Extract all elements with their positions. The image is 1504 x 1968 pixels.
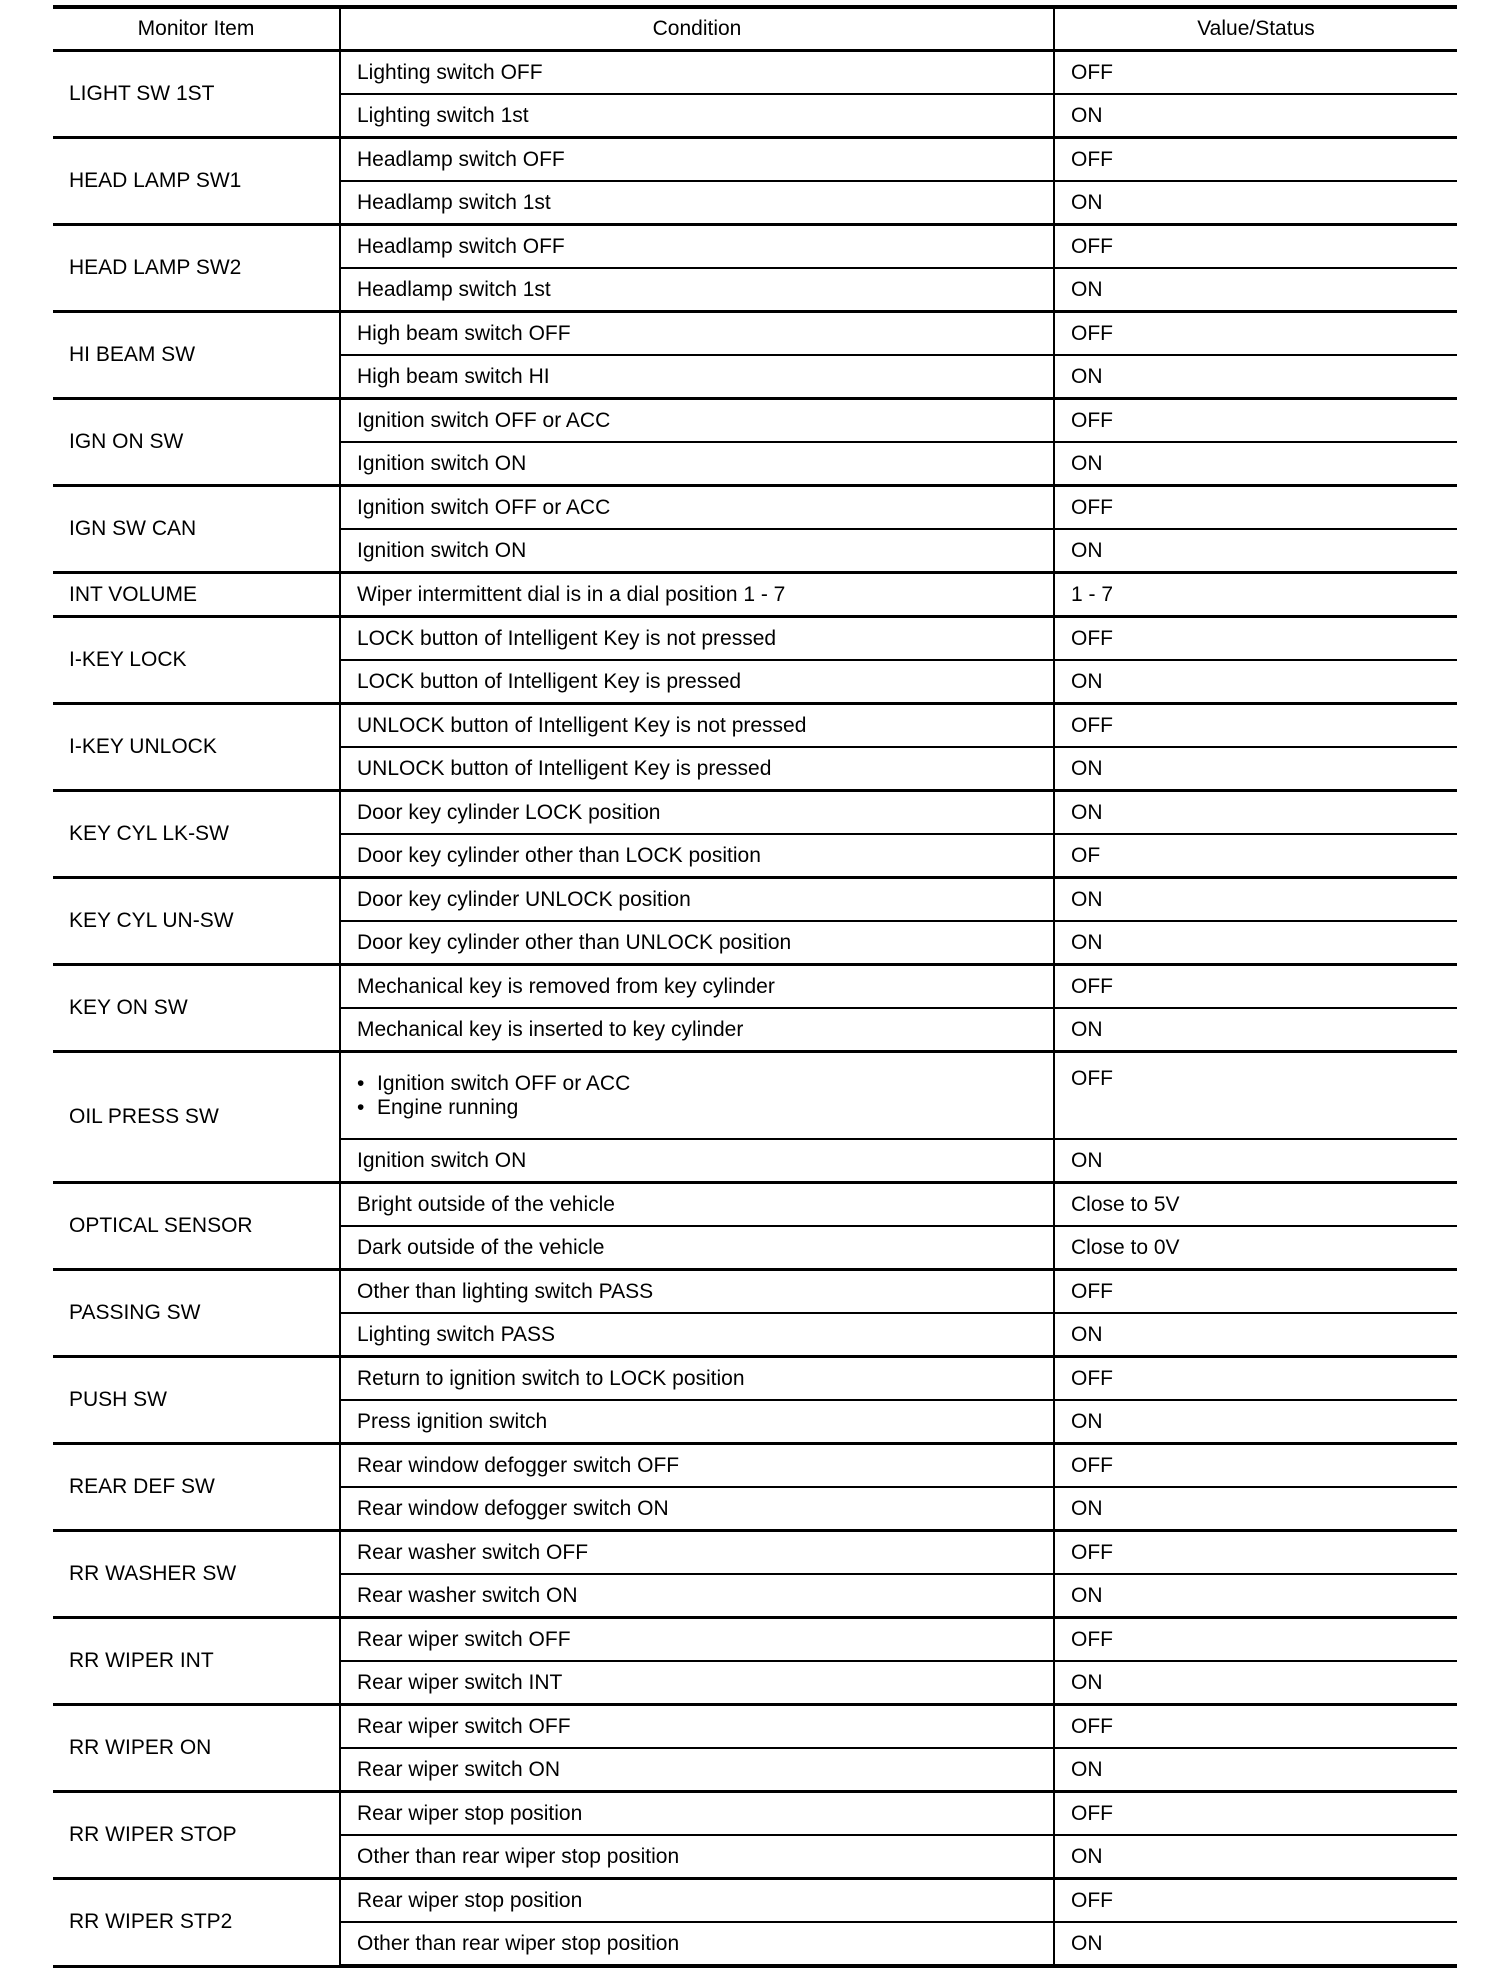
condition-cell: Ignition switch OFF or ACC [340, 399, 1054, 443]
value-status-cell: ON [1054, 355, 1457, 399]
condition-cell: UNLOCK button of Intelligent Key is not pressed [340, 704, 1054, 748]
condition-bullet-list [357, 1072, 1053, 1120]
table-row [53, 1879, 1457, 1923]
table-row [53, 1052, 1457, 1140]
condition-cell: Other than rear wiper stop position [340, 1835, 1054, 1879]
condition-cell: LOCK button of Intelligent Key is pressed [340, 660, 1054, 704]
monitor-item-cell: KEY CYL UN-SW [53, 878, 340, 965]
monitor-item-cell: PASSING SW [53, 1270, 340, 1357]
value-status-cell: ON [1054, 660, 1457, 704]
header-monitor-item: Monitor Item [53, 7, 340, 51]
monitor-item-cell: I-KEY LOCK [53, 617, 340, 704]
condition-cell: Rear washer switch ON [340, 1574, 1054, 1618]
value-status-cell: Close to 5V [1054, 1183, 1457, 1227]
value-status-cell: ON [1054, 1574, 1457, 1618]
value-status-cell: OFF [1054, 1531, 1457, 1575]
table-body [53, 51, 1457, 1967]
value-status-cell: ON [1054, 1748, 1457, 1792]
condition-cell: Door key cylinder UNLOCK position [340, 878, 1054, 922]
monitor-item-cell: RR WIPER INT [53, 1618, 340, 1705]
monitor-item-table [53, 5, 1457, 1968]
value-status-cell: OFF [1054, 312, 1457, 356]
condition-cell: High beam switch HI [340, 355, 1054, 399]
table-row [53, 1357, 1457, 1401]
condition-cell [340, 1052, 1054, 1140]
table-row [53, 399, 1457, 443]
condition-bullet-item: • Engine running [357, 1096, 1053, 1120]
table-row [53, 1792, 1457, 1836]
value-status-cell: OFF [1054, 1270, 1457, 1314]
value-status-cell: ON [1054, 1661, 1457, 1705]
condition-cell: Door key cylinder other than UNLOCK position [340, 921, 1054, 965]
table-row [53, 1618, 1457, 1662]
value-status-cell: ON [1054, 878, 1457, 922]
condition-cell: Ignition switch OFF or ACC [340, 486, 1054, 530]
condition-cell: UNLOCK button of Intelligent Key is pressed [340, 747, 1054, 791]
monitor-item-cell: IGN SW CAN [53, 486, 340, 573]
condition-cell: Dark outside of the vehicle [340, 1226, 1054, 1270]
monitor-item-cell: RR WIPER STOP [53, 1792, 340, 1879]
condition-cell: Wiper intermittent dial is in a dial position 1 - 7 [340, 573, 1054, 617]
value-status-cell: ON [1054, 181, 1457, 225]
monitor-item-cell: IGN ON SW [53, 399, 340, 486]
condition-cell: Door key cylinder LOCK position [340, 791, 1054, 835]
value-status-cell: OFF [1054, 1357, 1457, 1401]
monitor-item-cell: KEY CYL LK-SW [53, 791, 340, 878]
value-status-cell: OFF [1054, 225, 1457, 269]
monitor-item-cell: OIL PRESS SW [53, 1052, 340, 1183]
condition-cell: Ignition switch ON [340, 529, 1054, 573]
monitor-item-cell: RR WIPER STP2 [53, 1879, 340, 1967]
table-row [53, 878, 1457, 922]
table-row [53, 138, 1457, 182]
value-status-cell: ON [1054, 1487, 1457, 1531]
value-status-cell: ON [1054, 1922, 1457, 1966]
value-status-cell: OF [1054, 834, 1457, 878]
value-status-cell: OFF [1054, 399, 1457, 443]
condition-cell: Headlamp switch OFF [340, 138, 1054, 182]
condition-cell: LOCK button of Intelligent Key is not pressed [340, 617, 1054, 661]
table-row [53, 312, 1457, 356]
condition-cell: Headlamp switch OFF [340, 225, 1054, 269]
condition-cell: Bright outside of the vehicle [340, 1183, 1054, 1227]
value-status-cell: ON [1054, 1313, 1457, 1357]
condition-cell: Door key cylinder other than LOCK position [340, 834, 1054, 878]
table-row [53, 965, 1457, 1009]
value-status-cell: ON [1054, 1008, 1457, 1052]
header-row [53, 7, 1457, 51]
condition-cell: Mechanical key is removed from key cylinder [340, 965, 1054, 1009]
condition-cell: Rear wiper switch OFF [340, 1705, 1054, 1749]
header-condition: Condition [340, 7, 1054, 51]
monitor-item-cell: RR WIPER ON [53, 1705, 340, 1792]
condition-cell: Rear wiper switch INT [340, 1661, 1054, 1705]
condition-cell: Rear window defogger switch ON [340, 1487, 1054, 1531]
monitor-item-cell: REAR DEF SW [53, 1444, 340, 1531]
value-status-cell: Close to 0V [1054, 1226, 1457, 1270]
value-status-cell: OFF [1054, 1444, 1457, 1488]
value-status-cell: ON [1054, 94, 1457, 138]
condition-cell: Rear wiper switch OFF [340, 1618, 1054, 1662]
table-row [53, 486, 1457, 530]
value-status-cell: OFF [1054, 1052, 1457, 1140]
value-status-cell: OFF [1054, 1705, 1457, 1749]
table-row [53, 225, 1457, 269]
table-row [53, 617, 1457, 661]
table-row [53, 573, 1457, 617]
monitor-item-cell: PUSH SW [53, 1357, 340, 1444]
value-status-cell: OFF [1054, 1879, 1457, 1923]
value-status-cell: OFF [1054, 138, 1457, 182]
condition-cell: Lighting switch OFF [340, 51, 1054, 95]
table-row [53, 1531, 1457, 1575]
monitor-item-cell: OPTICAL SENSOR [53, 1183, 340, 1270]
condition-bullet-item: • Ignition switch OFF or ACC [357, 1072, 1053, 1096]
monitor-item-cell: KEY ON SW [53, 965, 340, 1052]
table-row [53, 704, 1457, 748]
condition-cell: Lighting switch 1st [340, 94, 1054, 138]
monitor-item-cell: INT VOLUME [53, 573, 340, 617]
value-status-cell: ON [1054, 747, 1457, 791]
value-status-cell: OFF [1054, 704, 1457, 748]
table-row [53, 1183, 1457, 1227]
table-row [53, 1705, 1457, 1749]
value-status-cell: OFF [1054, 1792, 1457, 1836]
table-row [53, 791, 1457, 835]
condition-cell: Mechanical key is inserted to key cylinder [340, 1008, 1054, 1052]
condition-cell: Press ignition switch [340, 1400, 1054, 1444]
monitor-item-cell: LIGHT SW 1ST [53, 51, 340, 138]
value-status-cell: ON [1054, 1139, 1457, 1183]
condition-cell: Ignition switch ON [340, 442, 1054, 486]
condition-cell: Rear wiper switch ON [340, 1748, 1054, 1792]
condition-cell: Ignition switch ON [340, 1139, 1054, 1183]
condition-cell: Rear window defogger switch OFF [340, 1444, 1054, 1488]
monitor-item-cell: HEAD LAMP SW2 [53, 225, 340, 312]
header-value-status: Value/Status [1054, 7, 1457, 51]
condition-cell: Rear wiper stop position [340, 1792, 1054, 1836]
condition-cell: Return to ignition switch to LOCK position [340, 1357, 1054, 1401]
monitor-item-cell: I-KEY UNLOCK [53, 704, 340, 791]
condition-cell: Other than lighting switch PASS [340, 1270, 1054, 1314]
monitor-item-cell: HI BEAM SW [53, 312, 340, 399]
monitor-item-cell: RR WASHER SW [53, 1531, 340, 1618]
condition-cell: Headlamp switch 1st [340, 181, 1054, 225]
monitor-item-cell: HEAD LAMP SW1 [53, 138, 340, 225]
condition-cell: Headlamp switch 1st [340, 268, 1054, 312]
condition-cell: Rear wiper stop position [340, 1879, 1054, 1923]
table-row [53, 51, 1457, 95]
value-status-cell: OFF [1054, 965, 1457, 1009]
condition-cell: Rear washer switch OFF [340, 1531, 1054, 1575]
value-status-cell: OFF [1054, 486, 1457, 530]
table-row [53, 1444, 1457, 1488]
value-status-cell: ON [1054, 1400, 1457, 1444]
value-status-cell: ON [1054, 921, 1457, 965]
table-row [53, 1270, 1457, 1314]
value-status-cell: ON [1054, 442, 1457, 486]
value-status-cell: ON [1054, 268, 1457, 312]
value-status-cell: ON [1054, 529, 1457, 573]
value-status-cell: 1 - 7 [1054, 573, 1457, 617]
condition-cell: Lighting switch PASS [340, 1313, 1054, 1357]
value-status-cell: OFF [1054, 1618, 1457, 1662]
value-status-cell: ON [1054, 791, 1457, 835]
condition-cell: Other than rear wiper stop position [340, 1922, 1054, 1966]
value-status-cell: ON [1054, 1835, 1457, 1879]
value-status-cell: OFF [1054, 617, 1457, 661]
condition-cell: High beam switch OFF [340, 312, 1054, 356]
value-status-cell: OFF [1054, 51, 1457, 95]
